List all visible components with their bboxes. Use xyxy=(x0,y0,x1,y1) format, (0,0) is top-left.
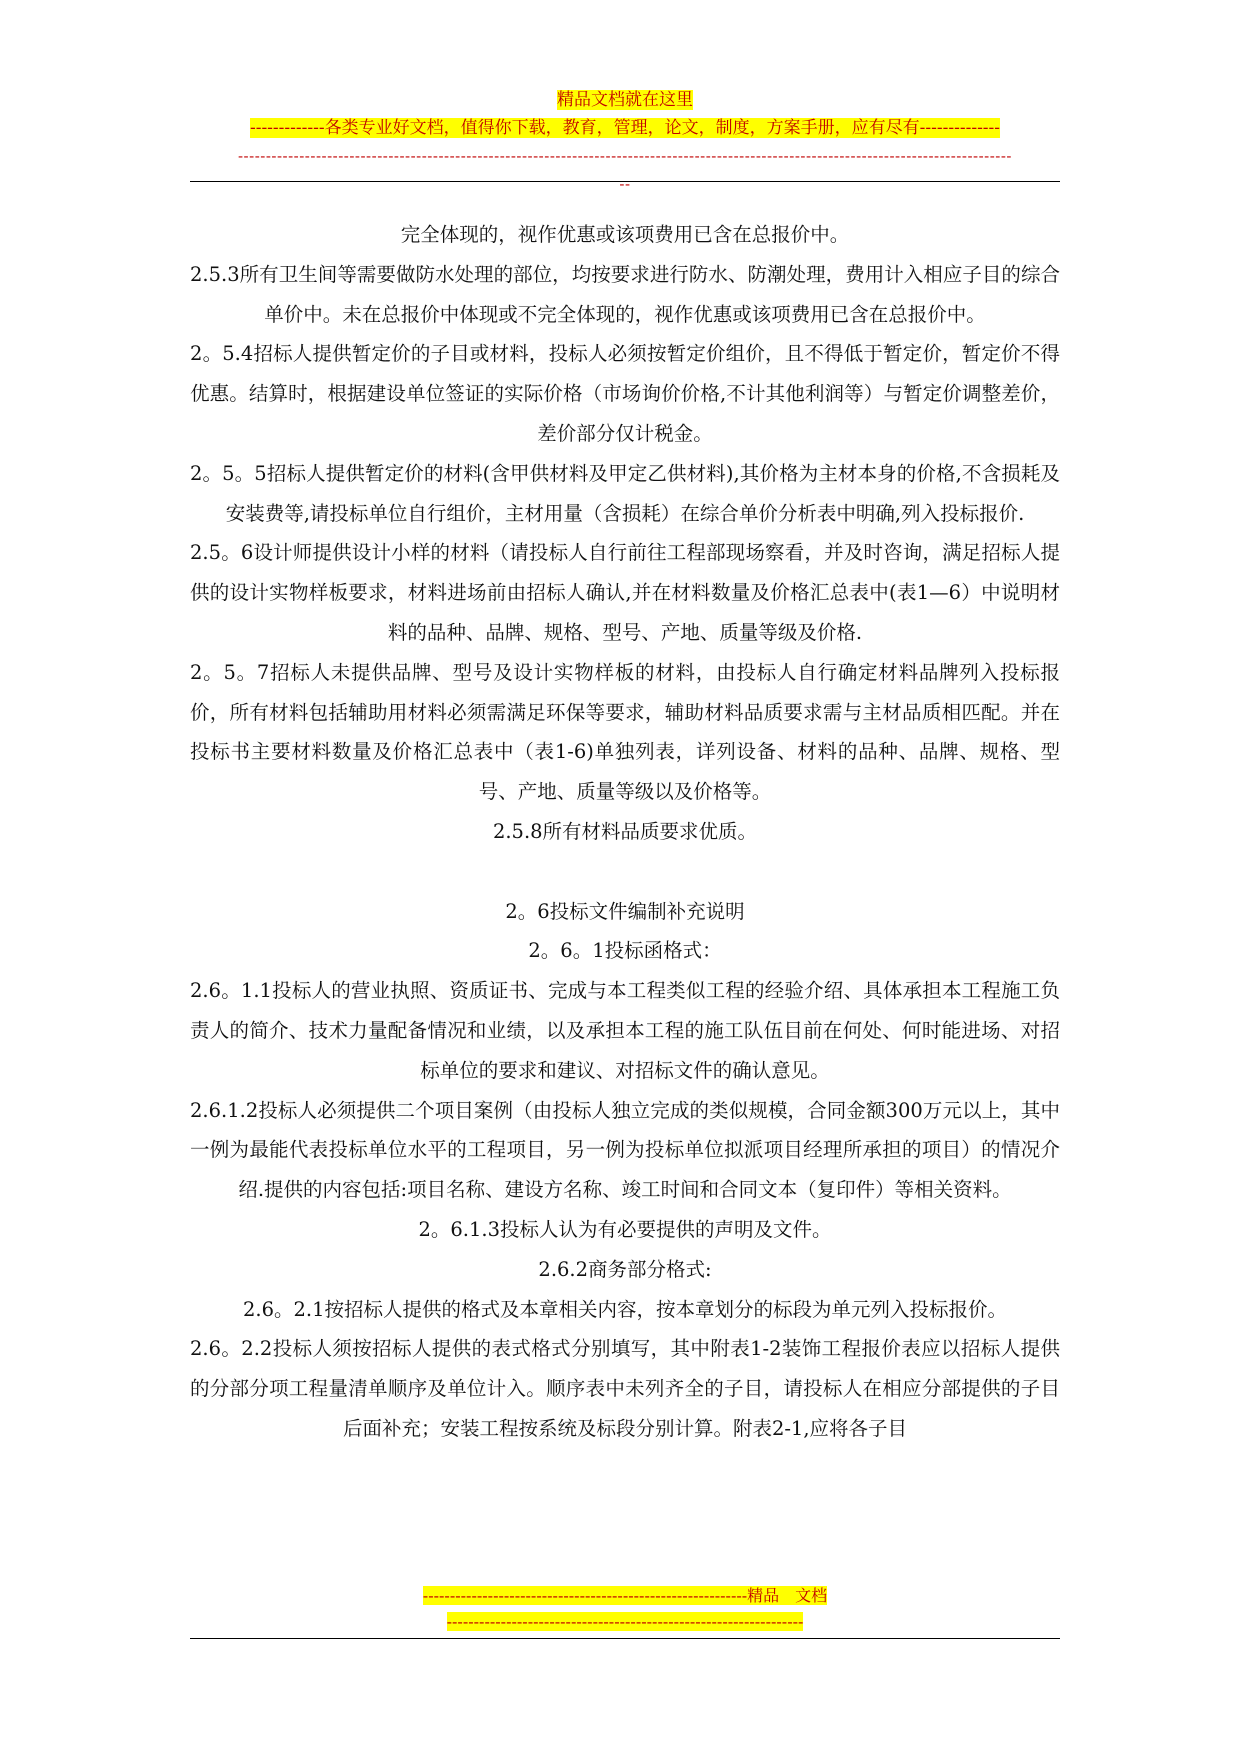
paragraph: 2.5.3所有卫生间等需要做防水处理的部位，均按要求进行防水、防潮处理，费用计入相应子目的综合单价中。未在总报价中体现或不完全体现的，视作优惠或该项费用已含在总报价中。 xyxy=(190,262,1060,326)
page-footer xyxy=(190,1583,1060,1635)
footer-label: ------------------------------------------------------------精品 文档 xyxy=(422,1586,828,1605)
paragraph: 2。5。7招标人未提供品牌、型号及设计实物样板的材料，由投标人自行确定材料品牌列入投标报价，所有材料包括辅助用材料必须需满足环保等要求，辅助材料品质要求需与主材品质相匹配。并在投标书主要材料数量及价格汇总表中（表1-6)单独列表，详列设备、材料的品种、品牌、规格、型号、产地、质量等级以及价格等。 xyxy=(190,660,1060,804)
paragraph: 2.6.1.2投标人必须提供二个项目案例（由投标人独立完成的类似规模，合同金额300万元以上，其中一例为最能代表投标单位水平的工程项目，另一例为投标单位拟派项目经理所承担的项目）的情况介绍.提供的内容包括:项目名称、建设方名称、竣工时间和合同文本（复印件）等相关资料。 xyxy=(190,1098,1060,1202)
subsection-heading: 2.6.2商务部分格式: xyxy=(538,1257,712,1281)
paragraph: 2。5.4招标人提供暂定价的子目或材料，投标人必须按暂定价组价，且不得低于暂定价，暂定价不得优惠。结算时，根据建设单位签证的实际价格（市场询价价格,不计其他利润等）与暂定价调整差价，差价部分仅计税金。 xyxy=(190,342,1060,445)
paragraph: 2.5.8所有材料品质要求优质。 xyxy=(492,819,758,843)
header-slogan: -------------各类专业好文档，值得你下载，教育，管理，论文，制度，方案手册，应有尽有-------------- xyxy=(249,118,1001,138)
header-title: 精品文档就在这里 xyxy=(557,90,693,110)
header-dash-line: ------------------------------------------------------------------------------------------------------------------------------------------- xyxy=(237,147,1012,165)
paragraph: 2.5。6设计师提供设计小样的材料（请投标人自行前往工程部现场察看，并及时咨询，满足招标人提供的设计实物样板要求，材料进场前由招标人确认,并在材料数量及价格汇总表中(表1—6）中说明材料的品种、品牌、规格、型号、产地、质量等级及价格. xyxy=(190,541,1060,644)
section-heading: 2。6投标文件编制补充说明 xyxy=(505,899,745,923)
subsection-heading: 2。6。1投标函格式： xyxy=(528,939,722,963)
paragraph: 2.6。2.2投标人须按招标人提供的表式格式分别填写，其中附表1-2装饰工程报价表应以招标人提供的分部分项工程量清单顺序及单位计入。顺序表中未列齐全的子目，请投标人在相应分部提供的子目后面补充；安装工程按系统及标段分别计算。附表2-1,应将各子目 xyxy=(190,1337,1060,1440)
footer-divider xyxy=(190,1638,1060,1639)
header-divider xyxy=(190,181,1060,182)
paragraph: 完全体现的，视作优惠或该项费用已含在总报价中。 xyxy=(400,223,850,246)
paragraph: 2。6.1.3投标人认为有必要提供的声明及文件。 xyxy=(418,1217,832,1241)
document-body xyxy=(190,215,1060,1449)
paragraph: 2.6。2.1按招标人提供的格式及本章相关内容，按本章划分的标段为单元列入投标报价。 xyxy=(242,1297,1008,1321)
blank-line xyxy=(190,852,1060,892)
header-dash-tail: -- xyxy=(619,175,631,193)
paragraph: 2。5。5招标人提供暂定价的材料(含甲供材料及甲定乙供材料),其价格为主材本身的价格,不含损耗及安装费等,请投标单位自行组价，主材用量（含损耗）在综合单价分析表中明确,列入投标报价. xyxy=(190,461,1060,525)
paragraph: 2.6。1.1投标人的营业执照、资质证书、完成与本工程类似工程的经验介绍、具体承担本工程施工负责人的简介、技术力量配备情况和业绩，以及承担本工程的施工队伍目前在何处、何时能进场、对招标单位的要求和建议、对招标文件的确认意见。 xyxy=(190,979,1060,1082)
footer-dash-line: ------------------------------------------------------------------ xyxy=(446,1612,804,1631)
